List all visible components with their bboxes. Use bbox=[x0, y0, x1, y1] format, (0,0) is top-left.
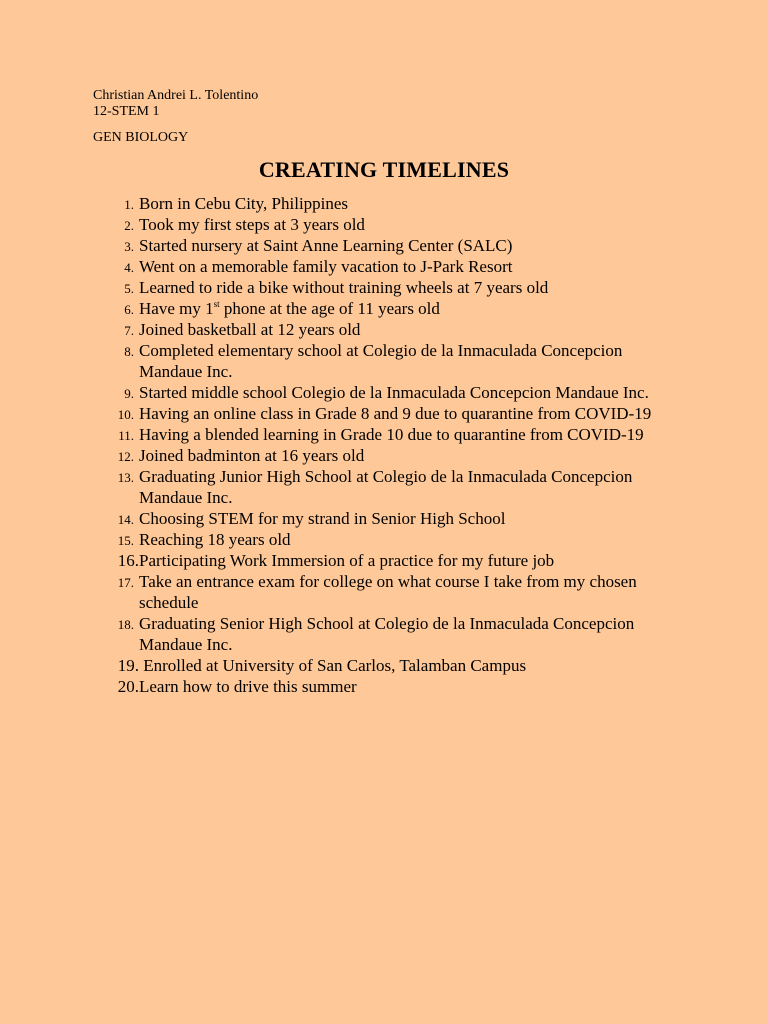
item-text: Joined basketball at 12 years old bbox=[139, 320, 361, 339]
author-name: Christian Andrei L. Tolentino bbox=[93, 88, 259, 103]
item-number: 4. bbox=[124, 260, 134, 275]
item-number: 10. bbox=[117, 407, 134, 422]
item-text-before: Have my 1 bbox=[139, 299, 214, 318]
item-text: Enrolled at University of San Carlos, Talamban Campus bbox=[139, 656, 527, 675]
item-text: Took my first steps at 3 years old bbox=[139, 215, 365, 234]
item-text: Graduating Junior High School at Colegio de la Inmaculada Concepcion Mandaue Inc. bbox=[139, 467, 633, 507]
item-number: 14. bbox=[117, 512, 134, 527]
item-number: 18. bbox=[117, 617, 134, 632]
item-text: Born in Cebu City, Philippines bbox=[139, 194, 349, 213]
item-text: Take an entrance exam for college on what course I take from my chosen schedule bbox=[139, 572, 637, 612]
item-number: 17. bbox=[117, 575, 134, 590]
item-number: 6. bbox=[124, 302, 134, 317]
item-text: Learn how to drive this summer bbox=[139, 677, 357, 696]
item-number: 20. bbox=[117, 677, 139, 696]
item-text: Learned to ride a bike without training wheels at 7 years old bbox=[139, 278, 549, 297]
timeline-item bbox=[0, 529, 768, 550]
item-text: Graduating Senior High School at Colegio de la Inmaculada Concepcion Mandaue Inc. bbox=[139, 614, 635, 654]
timeline-item bbox=[0, 508, 768, 529]
item-text: Participating Work Immersion of a practice for my future job bbox=[139, 551, 555, 570]
timeline-list bbox=[0, 193, 768, 697]
timeline-item bbox=[0, 655, 768, 676]
item-text: Joined badminton at 16 years old bbox=[139, 446, 365, 465]
class-section: 12-STEM 1 bbox=[93, 104, 160, 119]
timeline-item bbox=[0, 676, 768, 697]
item-text: Reaching 18 years old bbox=[139, 530, 291, 549]
timeline-item bbox=[0, 235, 768, 256]
timeline-item bbox=[0, 424, 768, 445]
item-text: Started middle school Colegio de la Inmaculada Concepcion Mandaue Inc. bbox=[139, 383, 649, 402]
timeline-item bbox=[0, 466, 768, 508]
item-number: 15. bbox=[117, 533, 134, 548]
timeline-item bbox=[0, 214, 768, 235]
timeline-item bbox=[0, 550, 768, 571]
subject-name: GEN BIOLOGY bbox=[93, 130, 189, 145]
item-number: 16. bbox=[117, 551, 139, 570]
item-number: 2. bbox=[124, 218, 134, 233]
timeline-item bbox=[0, 193, 768, 214]
item-text: Choosing STEM for my strand in Senior High School bbox=[139, 509, 506, 528]
timeline-item bbox=[0, 319, 768, 340]
ordinal-superscript: st bbox=[213, 299, 220, 309]
item-number: 19. bbox=[117, 656, 139, 675]
timeline-item bbox=[0, 277, 768, 298]
timeline-item bbox=[0, 340, 768, 382]
item-text: Started nursery at Saint Anne Learning Center (SALC) bbox=[139, 236, 513, 255]
document-title: CREATING TIMELINES bbox=[258, 157, 510, 182]
timeline-item bbox=[0, 382, 768, 403]
item-number: 9. bbox=[124, 386, 134, 401]
timeline-item bbox=[0, 256, 768, 277]
item-text bbox=[139, 298, 679, 319]
item-number: 8. bbox=[124, 344, 134, 359]
item-text: Having a blended learning in Grade 10 due to quarantine from COVID-19 bbox=[139, 425, 644, 444]
item-text: Having an online class in Grade 8 and 9 due to quarantine from COVID-19 bbox=[139, 404, 652, 423]
item-number: 13. bbox=[117, 470, 134, 485]
item-number: 1. bbox=[124, 197, 134, 212]
item-text: Went on a memorable family vacation to J-Park Resort bbox=[139, 257, 513, 276]
item-number: 5. bbox=[124, 281, 134, 296]
item-number: 12. bbox=[117, 449, 134, 464]
timeline-item bbox=[0, 403, 768, 424]
timeline-item bbox=[0, 613, 768, 655]
item-number: 3. bbox=[124, 239, 134, 254]
timeline-item bbox=[0, 445, 768, 466]
item-number: 7. bbox=[124, 323, 134, 338]
item-text-after: phone at the age of 11 years old bbox=[219, 299, 440, 318]
timeline-item bbox=[0, 298, 768, 319]
timeline-item bbox=[0, 571, 768, 613]
item-text: Completed elementary school at Colegio de la Inmaculada Concepcion Mandaue Inc. bbox=[139, 341, 623, 381]
item-number: 11. bbox=[118, 428, 134, 443]
